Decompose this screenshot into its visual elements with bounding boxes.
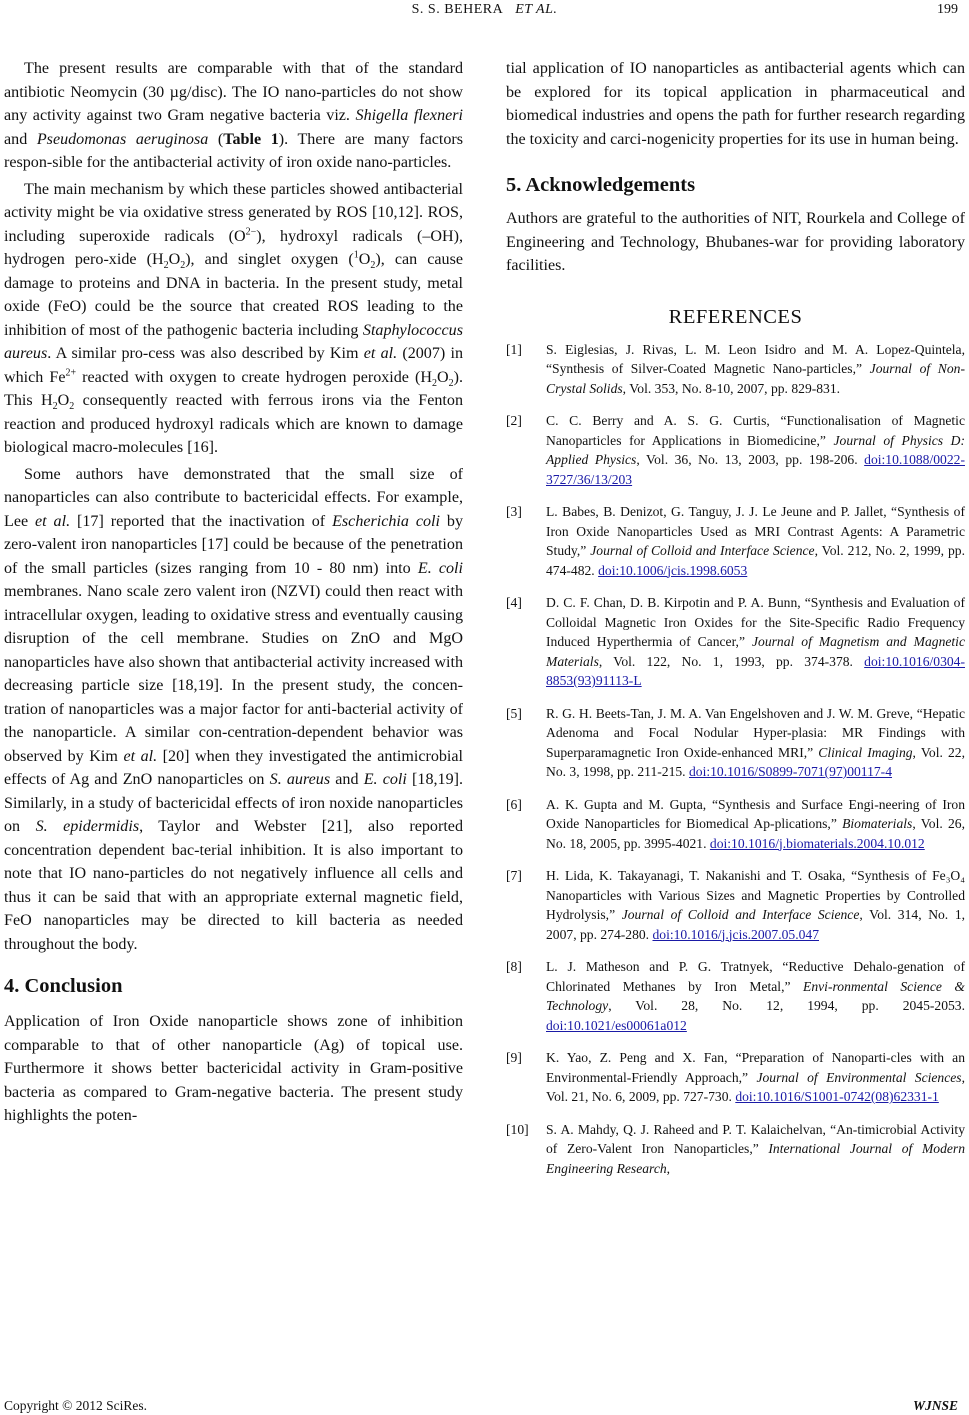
journal-title: Journal of Non-Crystal Solids	[546, 361, 965, 396]
section-heading: 4. Conclusion	[4, 975, 123, 997]
reference-text: H. Lida, K. Takayanagi, T. Nakanishi and T. Osaka, “Synthesis of Fe₃O₄ Nanoparticles with Various Sizes and Magnetic Properties by Controlled Hydrolysis,” Journal of Colloid and Interface Science, Vol. 314, No. 1, 2007, pp. 274-280. doi:10.1016/j.jcis.2007.05.047	[546, 868, 966, 942]
reference-number: [2]	[506, 413, 522, 428]
page-number: 199	[937, 2, 958, 17]
reference-item	[506, 411, 965, 489]
doi-link[interactable]: doi:10.1016/j.jcis.2007.05.047	[652, 926, 820, 942]
doi-link[interactable]: doi:10.1016/j.biomaterials.2004.10.012	[709, 835, 925, 851]
running-head	[0, 2, 969, 24]
doi-link[interactable]: doi:10.1016/0304-8853(93)91113-L	[546, 653, 965, 688]
paragraph: tial application of IO nanoparticles as antibacterial agents which can be explored for its topical application in pharmaceutical and biomedical industries and opens the path for further research regarding the toxicity and carci-nogenicity properties for its use in human being.	[506, 60, 965, 148]
reference-text: S. A. Mahdy, Q. J. Raheed and P. T. Kalaichelvan, “An-timicrobial Activity of Zero-Valent Iron Nanoparticles,” International Journal of Modern Engineering Research,	[546, 1121, 965, 1176]
reference-item	[506, 704, 965, 782]
reference-item	[506, 866, 965, 944]
reference-text: A. K. Gupta and M. Gupta, “Synthesis and Surface Engi-neering of Iron Oxide Nanoparticles for Biomedical Ap-plications,” Biomaterials, Vol. 26, No. 18, 2005, pp. 3995-4021. doi:10.1016/j.biomaterials.2004.10.012	[546, 796, 965, 851]
reference-text: L. Babes, B. Denizot, G. Tanguy, J. J. Le Jeune and P. Jallet, “Synthesis of Iron Oxide Nanoparticles Used as MRI Contrast Agents: A Parametric Study,” Journal of Colloid and Interface Science, Vol. 212, No. 2, 1999, pp. 474-482. doi:10.1006/jcis.1998.6053	[546, 504, 966, 578]
right-column	[506, 57, 965, 1191]
reference-item	[506, 957, 965, 1035]
journal-title: Journal of Physics D: Applied Physics	[546, 432, 965, 467]
reference-text: L. J. Matheson and P. G. Tratnyek, “Reductive Dehalo-genation of Chlorinated Methanes by Iron Metal,” Envi-ronmental Science & Technology, Vol. 28, No. 12, 1994, pp. 2045-2053. doi:10.1021/es00061a012	[546, 959, 965, 1033]
reference-number: [3]	[506, 504, 522, 519]
reference-text: R. G. H. Beets-Tan, J. M. A. Van Engelshoven and J. W. M. Greve, “Hepatic Adenoma and Focal Nodular Hyper-plasia: MR Findings with Superparamagnetic Iron Oxide-enhanced MRI,” Clinical Imaging, Vol. 22, No. 3, 1998, pp. 211-215. doi:10.1016/S0899-7071(97)00117-4	[546, 705, 965, 779]
references-heading: REFERENCES	[668, 305, 803, 328]
reference-number: [4]	[506, 595, 522, 610]
doi-link[interactable]: doi:10.1016/S0899-7071(97)00117-4	[688, 764, 893, 779]
reference-number: [10]	[506, 1121, 529, 1137]
journal-abbreviation: WJNSE	[912, 1398, 958, 1413]
author-name: S. S. BEHERA	[411, 2, 504, 17]
reference-number: [9]	[506, 1050, 522, 1065]
reference-number: [1]	[506, 341, 522, 357]
doi-link[interactable]: doi:10.1088/0022-3727/36/13/203	[546, 452, 965, 487]
reference-text: S. Eiglesias, J. Rivas, L. M. Leon Isidro and M. A. Lopez-Quintela, “Synthesis of Silver-Coated Magnetic Nano-particles,” Journal of Non-Crystal Solids, Vol. 353, No. 8-10, 2007, pp. 829-831.	[546, 341, 965, 396]
journal-title: Envi-ronmental Science & Technology	[546, 978, 965, 1013]
reference-list	[506, 340, 965, 1179]
section-heading: 5. Acknowledgements	[506, 174, 696, 196]
et-al: ET AL.	[515, 2, 558, 17]
journal-title: Journal of Colloid and Interface Science	[621, 907, 860, 922]
reference-item	[506, 795, 965, 854]
paragraph: Some authors have demonstrated that the small size of nanoparticles can also contribute to bactericidal effects. For example, Lee et al. [17] reported that the inactivation of Escherichia coli by zero-valent iron nanoparticles [17] could be because of the penetration of the small particles (sizes ranging from 10 - 80 nm) into E. coli membranes. Nano scale zero valent iron (NZVI) could then react with intracellular oxygen, leading to oxidative stress and eventually causing disruption of the cell membrane. Studies on ZnO and MgO nanoparticles have also shown that antibacterial activity increased with decreasing particle size [18,19]. In the present study, the concen-tration of nanoparticles was a major factor for anti-bacterial activity of the nanoparticle. A similar con-centration-dependent behavior was observed by Kim et al. [20] when they investigated the antimicrobial effects of Ag and ZnO nanoparticles on S. aureus and E. coli [18,19]. Similarly, in a study of bactericidal effects of iron noxide nanoparticles on S. epidermidis, Taylor and Webster [21], also reported concentration dependent bac-terial inhibition. It is also important to note that IO nano-particles do not negatively influence all cells and thus it can be said that with an appropriate external magnetic field, FeO nanoparticles may be directed to kill bacteria as needed throughout the body.	[4, 465, 464, 953]
reference-item	[506, 340, 965, 399]
paragraph: Authors are grateful to the authorities of NIT, Rourkela and College of Engineering and Technology, Bhubanes-war for providing laboratory facilities.	[506, 210, 965, 274]
reference-item	[506, 1048, 965, 1107]
reference-item	[506, 1120, 965, 1179]
paragraph: The main mechanism by which these particles showed antibacterial activity might be via oxidative stress generated by ROS [10,12]. ROS, including superoxide radicals $(O^{2-})$, hydroxyl radicals (–OH), hydrogen pero-xide $(H_2O_2)$, and singlet oxygen $(^1O_2)$, can cause damage to proteins and DNA in bacteria. In the present study, metal oxide (FeO) could be the source that created ROS leading to the inhibition of most of the pathogenic bacteria including Staphylococcus aureus. A similar pro-cess was also described by Kim et al. (2007) in which $Fe^{2+}$ reacted with oxygen to create hydrogen peroxide $(H_2O_2)$. This $H_2O_2$ consequently reacted with ferrous irons via the Fenton reaction and produced hydroxyl radicals which are known to damage biological macro-molecules [16].	[4, 180, 463, 456]
journal-title: Journal of Magnetism and Magnetic Materials	[546, 634, 965, 669]
copyright-notice: Copyright © 2012 SciRes.	[4, 1398, 148, 1413]
reference-number: [5]	[506, 705, 522, 721]
reference-text: K. Yao, Z. Peng and X. Fan, “Preparation of Nanoparti-cles with an Environmental-Friendly Approach,” Journal of Environmental Sciences, Vol. 21, No. 6, 2009, pp. 727-730. doi:10.1016/S1001-0742(08)62331-1	[546, 1050, 965, 1104]
reference-text: C. C. Berry and A. S. G. Curtis, “Functionalisation of Magnetic Nanoparticles for Applications in Biomedicine,” Journal of Physics D: Applied Physics, Vol. 36, No. 13, 2003, pp. 198-206. doi:10.1088/0022-3727/36/13/203	[546, 413, 965, 487]
reference-number: [8]	[506, 959, 522, 974]
doi-link[interactable]: doi:10.1006/jcis.1998.6053	[598, 562, 748, 578]
journal-title: Journal of Environmental Sciences	[756, 1069, 962, 1085]
paragraph: The present results are comparable with that of the standard antibiotic Neomycin (30 µg/disc). The IO nano-particles do not show any activity against two Gram negative bacteria viz. Shigella flexneri and Pseudomonas aeruginosa (Table 1). There are many factors respon-sible for the antibacterial activity of iron oxide nano-particles.	[4, 60, 463, 171]
doi-link[interactable]: doi:10.1021/es00061a012	[546, 1017, 687, 1033]
reference-number: [6]	[506, 796, 522, 812]
journal-title: International Journal of Modern Engineering Research	[546, 1141, 965, 1176]
left-column	[4, 57, 463, 1128]
reference-item	[506, 593, 965, 691]
reference-item	[506, 502, 965, 580]
reference-text: D. C. F. Chan, D. B. Kirpotin and P. A. Bunn, “Synthesis and Evaluation of Colloidal Magnetic Iron Oxides for the Site-Specific Radio Frequency Induced Hyperthermia of Cancer,” Journal of Magnetism and Magnetic Materials, Vol. 122, No. 1, 1993, pp. 374-378. doi:10.1016/0304-8853(93)91113-L	[546, 595, 965, 688]
reference-number: [7]	[506, 868, 522, 883]
journal-title: Journal of Colloid and Interface Science	[590, 543, 815, 558]
paragraph: Application of Iron Oxide nanoparticle shows zone of inhibition comparable to that of other nanoparticle (Ag) of topical use. Furthermore it shows better bactericidal activity in Gram-positive bacteria as compared to Gram-negative bacteria. The present study highlights the poten-	[4, 1013, 463, 1124]
journal-title: Biomaterials	[842, 816, 913, 831]
journal-title: Clinical Imaging	[818, 744, 913, 760]
running-title	[0, 2, 969, 18]
doi-link[interactable]: doi:10.1016/S1001-0742(08)62331-1	[735, 1089, 939, 1104]
